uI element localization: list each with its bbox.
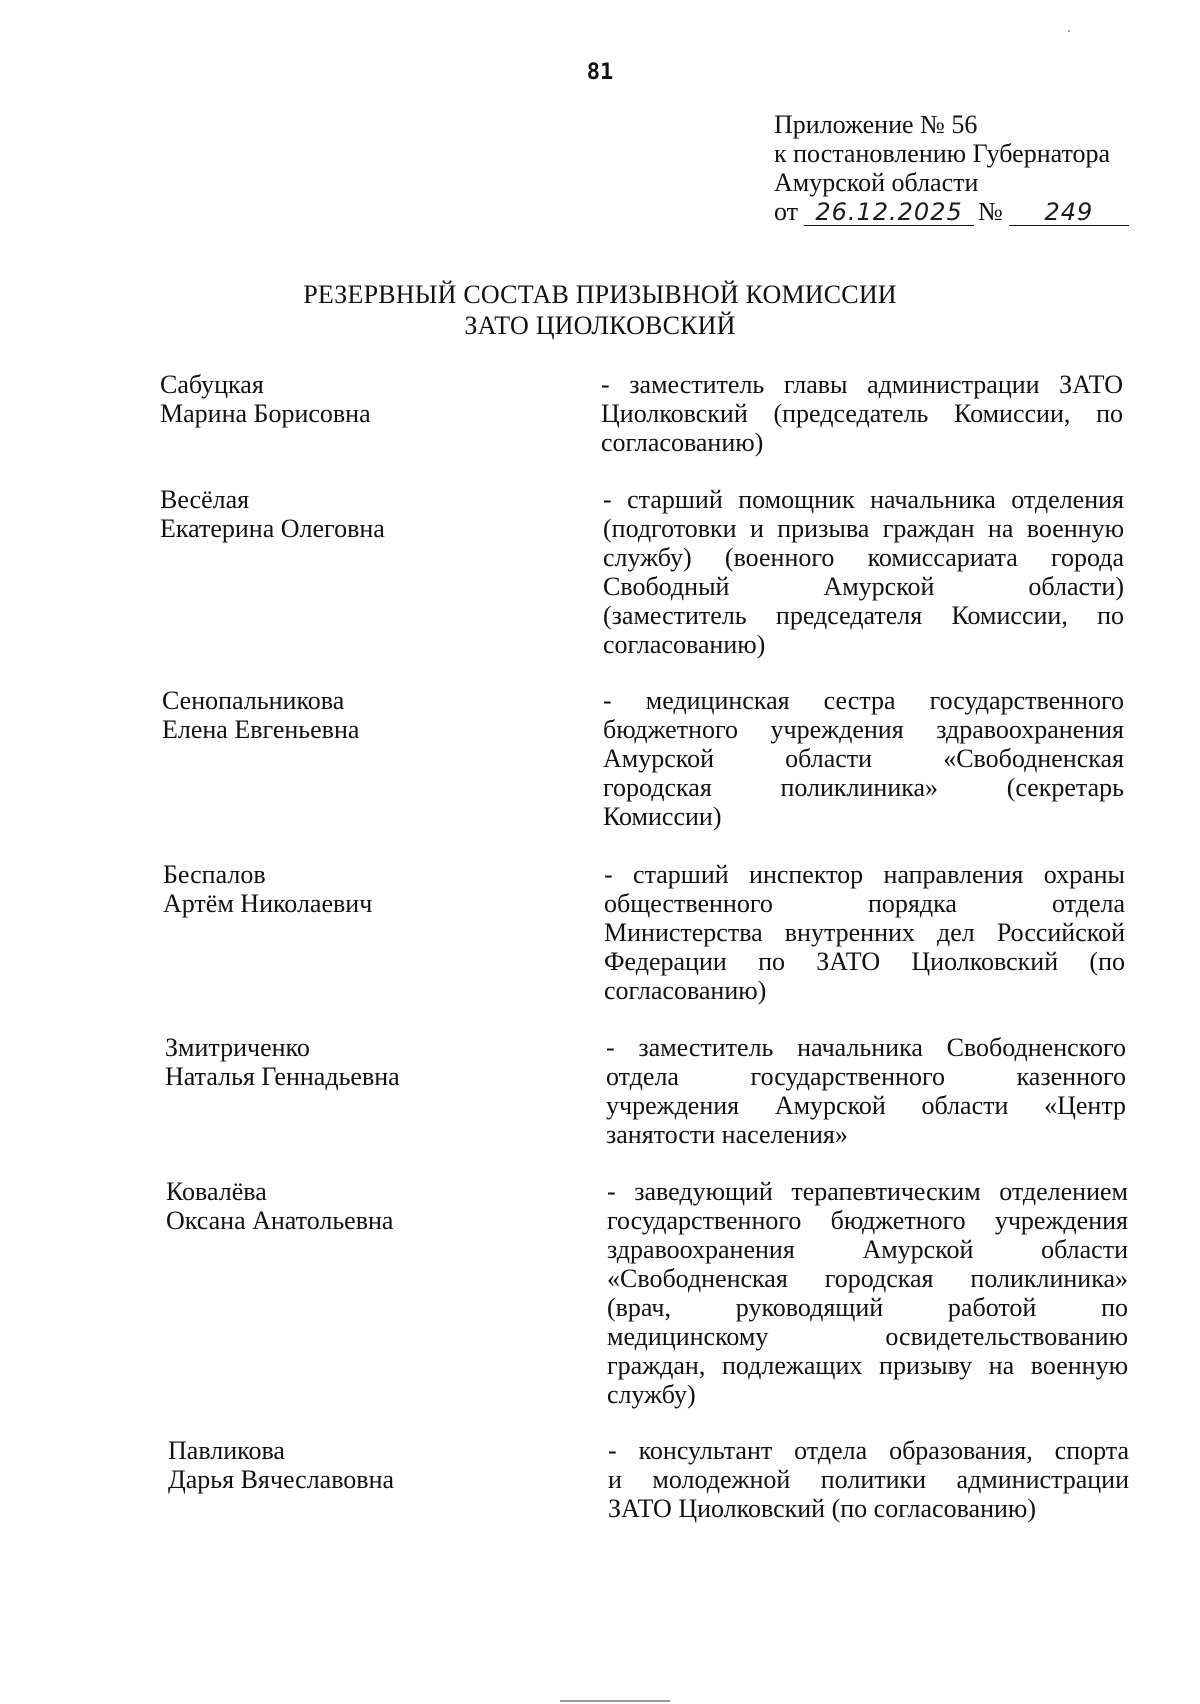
member-given-names: Екатерина Олеговна xyxy=(160,514,385,543)
role-line: (подготовки и призыва граждан на военную xyxy=(603,514,1124,543)
handwritten-number: 249 xyxy=(1009,199,1129,226)
member-role xyxy=(606,1033,1126,1149)
number-prefix: № xyxy=(978,197,1003,226)
member-name xyxy=(168,1436,394,1494)
appendix-title: Приложение № 56 xyxy=(774,110,978,139)
member-given-names: Дарья Вячеславовна xyxy=(168,1465,395,1494)
appendix-date-line xyxy=(774,197,1129,226)
role-line: граждан, подлежащих призыву на военную xyxy=(607,1351,1128,1380)
appendix-block xyxy=(774,110,1129,226)
member-role xyxy=(601,370,1123,457)
scan-edge-mark xyxy=(560,1700,670,1702)
role-line: службу) (военного комиссариата города xyxy=(603,543,1124,572)
member-given-names: Оксана Анатольевна xyxy=(166,1206,394,1235)
role-line: - старший помощник начальника отделения xyxy=(603,485,1124,514)
role-line: Амурской области «Свободненская xyxy=(603,744,1124,773)
member-surname: Сенопальникова xyxy=(162,686,345,715)
member-surname: Сабуцкая xyxy=(160,370,264,399)
role-line: отдела государственного казенного xyxy=(606,1062,1126,1091)
role-line: - заведующий терапевтическим отделением xyxy=(607,1177,1128,1206)
member-name xyxy=(165,1033,400,1091)
member-name xyxy=(166,1177,393,1235)
member-given-names: Елена Евгеньевна xyxy=(162,715,360,744)
appendix-region: Амурской области xyxy=(774,168,979,197)
member-role xyxy=(607,1177,1128,1409)
role-line: (заместитель председателя Комиссии, по xyxy=(603,601,1124,630)
member-role xyxy=(604,860,1125,1005)
role-line: ЗАТО Циолковский (по согласованию) xyxy=(608,1494,1036,1523)
member-surname: Ковалёва xyxy=(166,1177,267,1206)
role-line: городская поликлиника» (секретарь xyxy=(603,773,1124,802)
member-surname: Весёлая xyxy=(160,485,250,514)
member-role xyxy=(608,1436,1129,1523)
role-line: государственного бюджетного учреждения xyxy=(607,1206,1128,1235)
role-line: согласованию) xyxy=(604,976,767,1005)
role-line: бюджетного учреждения здравоохранения xyxy=(603,715,1124,744)
role-line: (врач, руководящий работой по xyxy=(607,1293,1128,1322)
role-line: Министерства внутренних дел Российской xyxy=(604,918,1125,947)
role-line: общественного порядка отдела xyxy=(604,889,1125,918)
document-title xyxy=(0,279,1200,341)
member-name xyxy=(163,860,372,918)
role-line: службу) xyxy=(607,1380,696,1409)
handwritten-date: 26.12.2025 xyxy=(804,199,974,226)
member-surname: Павликова xyxy=(168,1436,285,1465)
role-line: - заместитель главы администрации ЗАТО xyxy=(601,370,1123,399)
member-name xyxy=(160,485,385,543)
date-prefix: от xyxy=(774,197,799,226)
appendix-decree: к постановлению Губернатора xyxy=(774,139,1111,168)
role-line: здравоохранения Амурской области xyxy=(607,1235,1128,1264)
role-line: медицинскому освидетельствованию xyxy=(607,1322,1128,1351)
member-name xyxy=(160,370,371,428)
member-role xyxy=(603,686,1124,831)
member-name xyxy=(162,686,359,744)
member-given-names: Марина Борисовна xyxy=(160,399,371,428)
role-line: - заместитель начальника Свободненского xyxy=(606,1033,1126,1062)
member-surname: Змитриченко xyxy=(165,1033,310,1062)
role-line: - консультант отдела образования, спорта xyxy=(608,1436,1129,1465)
role-line: Циолковский (председатель Комиссии, по xyxy=(601,399,1123,428)
scan-edge-mark xyxy=(1068,30,1070,32)
role-line: - медицинская сестра государственного xyxy=(603,686,1124,715)
member-role xyxy=(603,485,1124,659)
role-line: - старший инспектор направления охраны xyxy=(604,860,1125,889)
member-surname: Беспалов xyxy=(163,860,266,889)
role-line: занятости населения» xyxy=(606,1120,848,1149)
role-line: «Свободненская городская поликлиника» xyxy=(607,1264,1128,1293)
role-line: согласованию) xyxy=(603,630,766,659)
page-number: 81 xyxy=(586,60,614,85)
title-line-1: РЕЗЕРВНЫЙ СОСТАВ ПРИЗЫВНОЙ КОМИССИИ xyxy=(303,280,897,309)
role-line: Свободный Амурской области) xyxy=(603,572,1124,601)
title-line-2: ЗАТО ЦИОЛКОВСКИЙ xyxy=(464,311,736,340)
member-given-names: Артём Николаевич xyxy=(163,889,373,918)
role-line: согласованию) xyxy=(601,428,764,457)
member-given-names: Наталья Геннадьевна xyxy=(165,1062,400,1091)
role-line: учреждения Амурской области «Центр xyxy=(606,1091,1126,1120)
role-line: и молодежной политики администрации xyxy=(608,1465,1129,1494)
role-line: Комиссии) xyxy=(603,802,722,831)
role-line: Федерации по ЗАТО Циолковский (по xyxy=(604,947,1125,976)
